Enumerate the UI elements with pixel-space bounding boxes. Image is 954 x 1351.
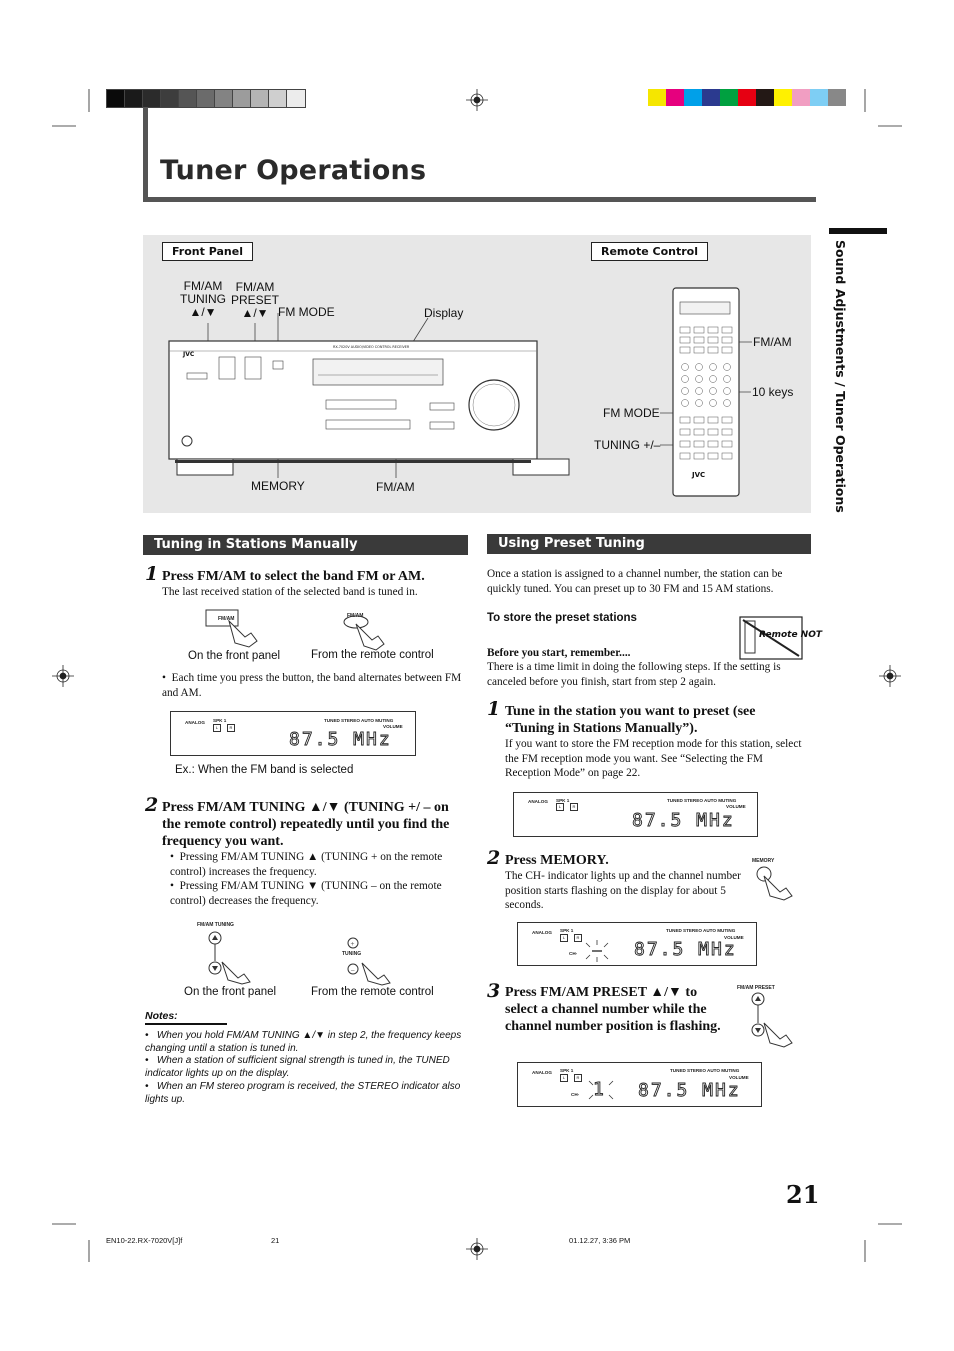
display-r: R: [574, 934, 582, 942]
caption-remote: From the remote control: [311, 649, 434, 661]
button-label: FM/AM: [347, 613, 364, 619]
gray-swatch: [286, 89, 306, 108]
tuning-buttons-hand-icon: [200, 928, 270, 984]
gray-swatch: [268, 89, 288, 108]
display-volume: VOLUME: [383, 724, 403, 729]
button-label: TUNING: [342, 951, 362, 957]
caption-front-panel: On the front panel: [184, 986, 277, 998]
display-caption: Ex.: When the FM band is selected: [175, 764, 354, 776]
flashing-indicator: [582, 939, 612, 963]
display-r: R: [227, 724, 235, 732]
display-l: L: [560, 934, 568, 942]
bullet-item: • Each time you press the button, the band alternates between FM and AM.: [162, 672, 462, 699]
bullet-item: • Pressing FM/AM TUNING ▼ (TUNING – on the remote control) decreases the frequency.: [170, 880, 442, 907]
display-frequency: 87.5 MHz: [638, 1080, 741, 1101]
step-text: The last received station of the selected band is tuned in.: [162, 586, 418, 598]
note-text: When an FM stereo program is received, the STEREO indicator also lights up.: [145, 1081, 461, 1105]
display-automuting: AUTO MUTING: [704, 798, 737, 803]
step-title: Press MEMORY.: [505, 853, 609, 868]
remote-control-label: Remote Control: [591, 242, 708, 261]
callout-tuning-plus-minus: TUNING +/–: [594, 438, 661, 452]
svg-text:–: –: [351, 966, 355, 974]
gray-swatch: [142, 89, 162, 108]
callout-remote-fm-mode: FM MODE: [603, 406, 660, 420]
gray-swatch: [214, 89, 234, 108]
display-tuned: TUNED: [324, 718, 340, 723]
button-label: FM/AM PRESET: [737, 985, 775, 991]
display-spk: SPK 1: [213, 718, 227, 723]
caption-remote: From the remote control: [311, 986, 434, 998]
color-swatch: [774, 89, 792, 106]
side-tab-bar: [829, 228, 887, 234]
display-l: L: [213, 724, 221, 732]
target-mark-bottom: [466, 1238, 488, 1260]
gray-swatch: [232, 89, 252, 108]
display-tuned: TUNED: [666, 928, 682, 933]
display-stereo: STEREO: [683, 928, 702, 933]
step-text: The CH- indicator lights up and the channel number position starts flashing on the display for about 5 seconds.: [505, 870, 741, 911]
step-number: 3: [487, 980, 501, 1002]
note-text: When a station of sufficient signal strength is tuned in, the TUNED indicator lights up on the display.: [145, 1055, 450, 1079]
page-title: Tuner Operations: [160, 155, 427, 186]
footer-file: EN10-22.RX-7020V[J]f: [106, 1236, 183, 1245]
step-title: Press FM/AM PRESET ▲/▼ to select a channel number while the channel number position is flashing.: [505, 985, 721, 1034]
gray-swatch: [160, 89, 180, 108]
callout-10-keys: 10 keys: [752, 385, 794, 399]
callout-fm-am-preset: FM/AM PRESET ▲/▼: [231, 280, 280, 320]
display-stereo: STEREO: [684, 798, 703, 803]
display-frequency: 87.5 MHz: [634, 939, 737, 960]
color-swatch: [702, 89, 720, 106]
color-swatch: [756, 89, 774, 106]
color-swatch: [738, 89, 756, 106]
receiver-brand: JVC: [183, 351, 195, 358]
bullet-text: Pressing FM/AM TUNING ▼ (TUNING – on the remote control) decreases the frequency.: [170, 880, 442, 907]
callout-remote-fm-am: FM/AM: [753, 335, 792, 349]
step-text: If you want to store the FM reception mode for this station, select the FM reception mode you want. See “Selecting the FM Reception Mode” on page 22.: [505, 738, 802, 779]
gray-swatch: [196, 89, 216, 108]
footer-date: 01.12.27, 3:36 PM: [569, 1236, 631, 1245]
step-title: Tune in the station you want to preset (see “Tuning in Stations Manually”).: [505, 704, 756, 736]
color-swatch: [666, 89, 684, 106]
display-l: L: [556, 803, 564, 811]
note-item: • When you hold FM/AM TUNING ▲/▼ in step 2, the frequency keeps changing until a station is tuned in.: [145, 1030, 462, 1054]
hand-press-front-icon: [205, 607, 275, 647]
display-volume: VOLUME: [726, 804, 746, 809]
display-ch: CH-: [569, 951, 578, 956]
color-swatch: [720, 89, 738, 106]
notes-rule: [145, 1023, 227, 1025]
flashing-indicator: [586, 1077, 616, 1103]
remote-not-label: Remote NOT: [759, 630, 823, 640]
fm-display-preset: [517, 1062, 762, 1107]
target-mark-right: [879, 665, 901, 687]
before-title: Before you start, remember....: [487, 647, 631, 659]
color-swatch: [792, 89, 810, 106]
gray-swatch: [178, 89, 198, 108]
button-label: MEMORY: [752, 858, 775, 864]
note-text: When you hold FM/AM TUNING ▲/▼ in step 2, the frequency keeps changing until a station is tuned in.: [145, 1030, 462, 1054]
display-tuned: TUNED: [667, 798, 683, 803]
gray-swatch: [250, 89, 270, 108]
callout-display: Display: [424, 306, 464, 320]
fm-display: [513, 792, 758, 837]
notes-heading: Notes:: [145, 1010, 178, 1022]
display-ch: CH-: [571, 1092, 580, 1097]
display-analog: ANALOG: [532, 1070, 552, 1075]
note-item: • When a station of sufficient signal strength is tuned in, the TUNED indicator lights up on the display.: [145, 1055, 450, 1079]
target-mark-left: [52, 665, 74, 687]
display-volume: VOLUME: [724, 935, 744, 940]
display-automuting: AUTO MUTING: [361, 718, 394, 723]
callout-fm-mode: FM MODE: [278, 305, 335, 319]
note-item: • When an FM stereo program is received, the STEREO indicator also lights up.: [145, 1081, 461, 1105]
bullet-item: • Pressing FM/AM TUNING ▲ (TUNING + on the remote control) increases the frequency.: [170, 851, 443, 878]
color-swatch: [684, 89, 702, 106]
illustration-panel: [143, 235, 811, 513]
display-spk: SPK 1: [560, 1068, 574, 1073]
before-text: There is a time limit in doing the following steps. If the setting is canceled before you finish, start from step 2 again.: [487, 661, 781, 688]
remote-tuning-hand-icon: [340, 935, 402, 985]
bullet-text: Each time you press the button, the band alternates between FM and AM.: [162, 672, 462, 699]
display-analog: ANALOG: [185, 720, 205, 725]
display-automuting: AUTO MUTING: [707, 1068, 740, 1073]
intro-text: Once a station is assigned to a channel number, the station can be quickly tuned. You can preset up to 30 FM and 15 AM stations.: [487, 568, 783, 595]
color-swatch: [810, 89, 828, 106]
section-header-preset-tuning: Using Preset Tuning: [487, 534, 811, 554]
display-analog: ANALOG: [528, 799, 548, 804]
display-volume: VOLUME: [729, 1075, 749, 1080]
callout-memory: MEMORY: [251, 479, 305, 493]
step-number: 1: [487, 698, 501, 720]
footer-page: 21: [271, 1236, 280, 1245]
display-tuned: TUNED: [670, 1068, 686, 1073]
side-tab: [822, 240, 852, 513]
step-title: Press FM/AM TUNING ▲/▼ (TUNING +/ – on the remote control) repeatedly until you find the frequency you want.: [162, 800, 450, 849]
step-number: 1: [145, 563, 159, 585]
svg-text:+: +: [350, 940, 355, 948]
remote-drawing: [672, 287, 742, 499]
display-stereo: STEREO: [341, 718, 360, 723]
caption-front-panel: On the front panel: [188, 650, 281, 662]
display-automuting: AUTO MUTING: [703, 928, 736, 933]
subhead: To store the preset stations: [487, 612, 637, 624]
button-label: FM/AM TUNING: [197, 922, 234, 928]
step-title: Press FM/AM to select the band FM or AM.: [162, 569, 425, 584]
step-number: 2: [145, 794, 159, 816]
bullet-text: Pressing FM/AM TUNING ▲ (TUNING + on the remote control) increases the frequency.: [170, 851, 443, 878]
display-frequency: 87.5 MHz: [632, 810, 735, 831]
front-panel-label: Front Panel: [162, 242, 253, 261]
button-label: FM/AM: [218, 616, 235, 622]
remote-not-icon: [739, 616, 823, 660]
gray-swatch: [124, 89, 144, 108]
memory-hand-icon: [752, 864, 800, 900]
fm-display-ch: [517, 922, 757, 966]
gray-swatch: [106, 89, 126, 108]
section-header-manual-tuning: Tuning in Stations Manually: [143, 535, 468, 555]
display-spk: SPK 1: [556, 798, 570, 803]
color-swatch: [828, 89, 846, 106]
remote-brand: JVC: [692, 471, 706, 479]
page-number: 21: [786, 1180, 820, 1209]
fm-display: [170, 711, 416, 756]
side-tab-label: Sound Adjustments / Tuner Operations: [833, 240, 848, 513]
display-analog: ANALOG: [532, 930, 552, 935]
display-l: L: [560, 1074, 568, 1082]
display-r: R: [574, 1074, 582, 1082]
receiver-model: RX-7020V AUDIO/VIDEO CONTROL RECEIVER: [333, 345, 410, 349]
display-spk: SPK 1: [560, 928, 574, 933]
callout-fm-am: FM/AM: [376, 480, 415, 494]
preset-buttons-hand-icon: [748, 991, 803, 1047]
display-r: R: [570, 803, 578, 811]
display-stereo: STEREO: [687, 1068, 706, 1073]
display-frequency: 87.5 MHz: [289, 729, 392, 750]
step-number: 2: [487, 847, 501, 869]
callout-fm-am-tuning: FM/AM TUNING ▲/▼: [180, 279, 226, 319]
display-channel-number: 1: [593, 1079, 604, 1100]
color-swatch: [648, 89, 666, 106]
